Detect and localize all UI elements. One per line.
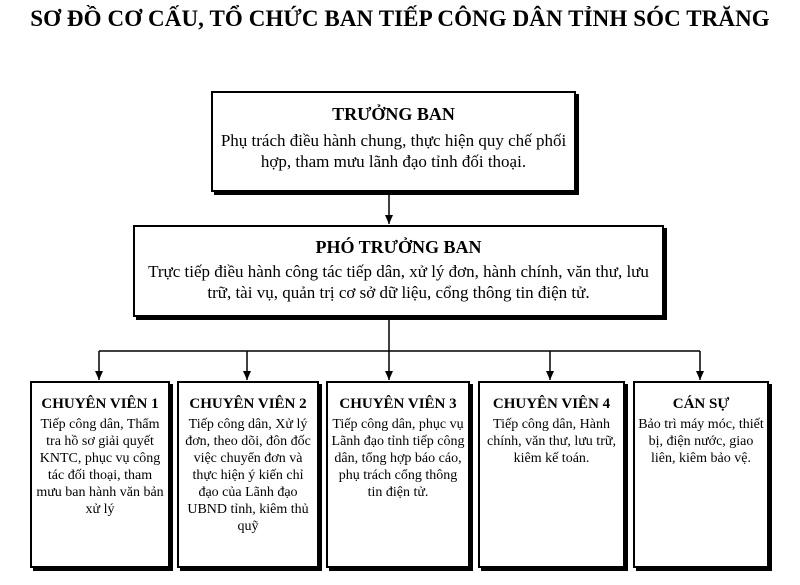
deputy-box xyxy=(133,225,664,317)
staff-title: CHUYÊN VIÊN 3 xyxy=(339,396,457,412)
staff-description: Tiếp công dân, Hành chính, văn thư, lưu trữ, kiêm kế toán. xyxy=(487,417,616,466)
staff-description: Tiếp công dân, phục vụ Lãnh đạo tỉnh tiếp công dân, tổng hợp báo cáo, phụ trách cổng thông tin điện tử. xyxy=(331,417,465,500)
deputy-title: PHÓ TRƯỞNG BAN xyxy=(315,237,482,257)
staff-description: Tiếp công dân, Thẩm tra hồ sơ giải quyết KNTC, phục vụ công tác đối thoại, tham mưu ban hành văn bản xử lý xyxy=(36,417,164,517)
staff-box-4 xyxy=(478,381,625,568)
staff-description: Bảo trì máy móc, thiết bị, điện nước, giao liên, kiêm bảo vệ. xyxy=(638,417,764,466)
staff-box-5 xyxy=(633,381,769,568)
staff-box-2 xyxy=(177,381,319,568)
head-box xyxy=(211,91,576,192)
staff-title: CHUYÊN VIÊN 2 xyxy=(189,396,307,412)
head-description: Phụ trách điều hành chung, thực hiện quy chế phối hợp, tham mưu lãnh đạo tỉnh đối thoại. xyxy=(220,131,567,171)
staff-box-1 xyxy=(30,381,170,568)
diagram-title: SƠ ĐỒ CƠ CẤU, TỔ CHỨC BAN TIẾP CÔNG DÂN TỈNH SÓC TRĂNG xyxy=(30,6,770,31)
staff-title: CHUYÊN VIÊN 4 xyxy=(492,396,611,412)
staff-description: Tiếp công dân, Xử lý đơn, theo dõi, đôn đốc việc chuyển đơn và thực hiện ý kiến chỉ đạo của Lãnh đạo UBND tỉnh, kiêm thủ quỹ xyxy=(185,417,311,534)
staff-box-3 xyxy=(326,381,470,568)
head-title: TRƯỞNG BAN xyxy=(332,104,455,124)
staff-title: CÁN SỰ xyxy=(672,396,730,412)
deputy-description: Trực tiếp điều hành công tác tiếp dân, xử lý đơn, hành chính, văn thư, lưu trữ, tài vụ, quản trị cơ sở dữ liệu, cổng thông tin điện tử. xyxy=(148,262,649,302)
staff-title: CHUYÊN VIÊN 1 xyxy=(41,396,159,412)
